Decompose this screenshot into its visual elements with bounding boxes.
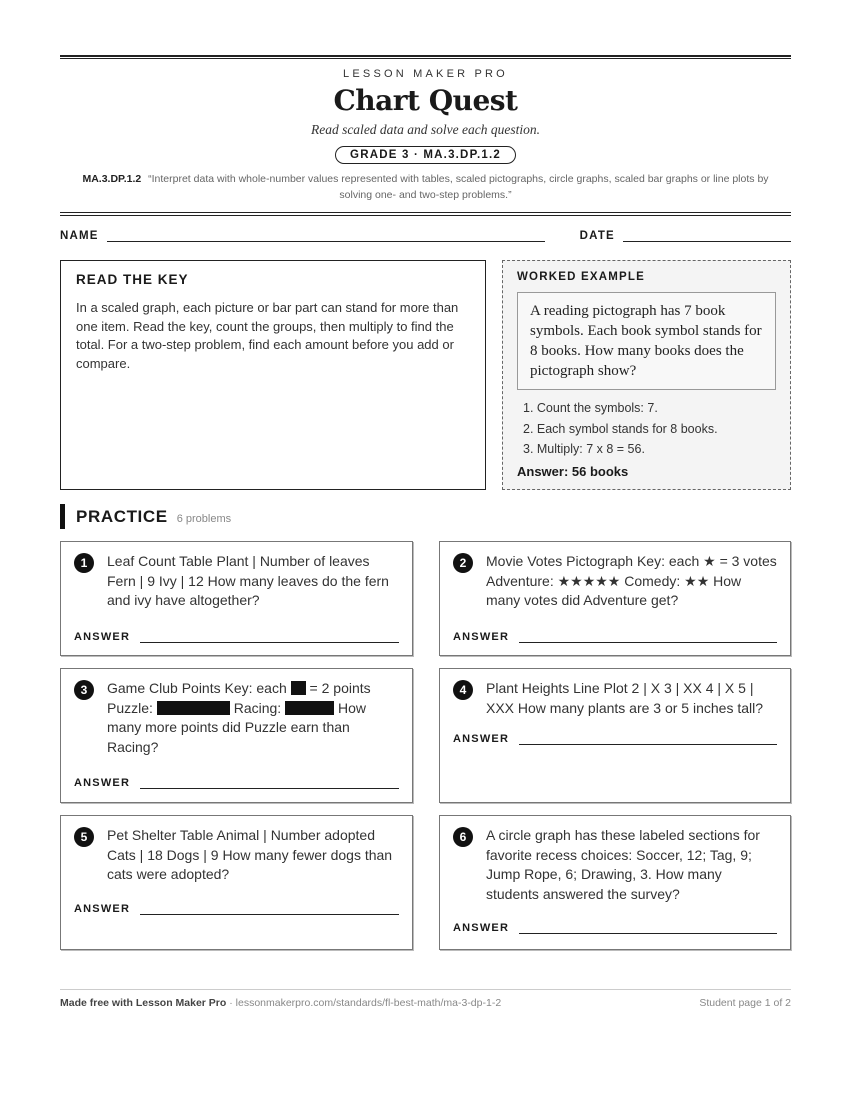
problem-card-3 — [60, 668, 413, 803]
read-the-key-box — [60, 260, 486, 490]
problem-text: Movie Votes Pictograph Key: each ★ = 3 votes Adventure: ★★★★★ Comedy: ★★ How many votes did Adventure get? — [486, 553, 777, 608]
problem-text — [107, 679, 399, 757]
worked-example-box — [502, 260, 791, 490]
problem-text: Pet Shelter Table Animal | Number adopted Cats | 18 Dogs | 9 How many fewer dogs than cats were adopted? — [107, 827, 393, 882]
example-step: 1. Count the symbols: 7. — [523, 401, 658, 415]
problem-card-2 — [439, 541, 791, 656]
key-text: In a scaled graph, each picture or bar part can stand for more than one item. Read the key, count the groups, then multiply to find the total. For a two-step problem, find each amount before you add or compare. — [76, 300, 459, 371]
problem-number: 3 — [74, 680, 94, 700]
practice-count: 6 problems — [176, 513, 232, 525]
answer-label: ANSWER — [74, 777, 131, 789]
bar-block — [157, 701, 230, 715]
problem-card-1 — [60, 541, 413, 656]
problem-text: A circle graph has these labeled sections for favorite recess choices: Soccer, 12; Tag, 9; Jump Rope, 6; Drawing, 3. How many students answered the survey? — [486, 827, 760, 902]
problem-text-part: How many more points did Puzzle earn than Racing? — [107, 699, 366, 755]
problem-card-6 — [439, 815, 791, 950]
answer-row — [74, 631, 399, 643]
practice-heading — [60, 504, 791, 529]
practice-title: PRACTICE — [76, 507, 168, 526]
answer-row — [74, 777, 399, 789]
footer-url: · lessonmakerpro.com/standards/fl-best-math/ma-3-dp-1-2 — [226, 997, 502, 1009]
problem-text: Leaf Count Table Plant | Number of leaves Fern | 9 Ivy | 12 How many leaves do the fern and ivy have altogether? — [107, 553, 389, 608]
example-steps — [517, 398, 776, 460]
problem-number: 5 — [74, 827, 94, 847]
worksheet-page — [60, 55, 791, 950]
puzzle-bar — [157, 700, 230, 716]
answer-row — [453, 733, 777, 745]
answer-row — [453, 922, 777, 934]
answer-field[interactable] — [140, 633, 399, 643]
grade-badge: GRADE 3 · MA.3.DP.1.2 — [335, 146, 516, 164]
answer-label: ANSWER — [74, 630, 131, 643]
footer-page-number: Student page 1 of 2 — [699, 997, 791, 1009]
answer-label: ANSWER — [453, 733, 510, 745]
answer-field[interactable] — [519, 924, 777, 934]
bar-block — [285, 701, 334, 715]
name-date-row — [60, 230, 791, 242]
example-step: 3. Multiply: 7 x 8 = 56. — [523, 442, 645, 456]
problem-card-4 — [439, 668, 791, 803]
bar-block — [291, 681, 306, 695]
answer-field[interactable] — [519, 633, 777, 643]
date-label: DATE — [579, 230, 615, 242]
date-field[interactable] — [623, 230, 791, 242]
top-rule — [60, 55, 791, 59]
standard-text: “Interpret data with whole-number values represented with tables, scaled pictographs, circle graphs, scaled bar graphs or line plots by solving one- and two-step problems.” — [148, 173, 769, 201]
footer-made-with: Made free with Lesson Maker Pro — [60, 997, 227, 1009]
key-bar-block — [291, 680, 306, 696]
example-problem: A reading pictograph has 7 book symbols. Each book symbol stands for 8 books. How many books does the pictograph show? — [517, 292, 776, 390]
answer-field[interactable] — [140, 905, 399, 915]
problem-number: 6 — [453, 827, 473, 847]
brand-label: LESSON MAKER PRO — [343, 68, 508, 80]
answer-field[interactable] — [140, 779, 399, 789]
example-answer: Answer: 56 books — [517, 463, 629, 479]
problem-number: 1 — [74, 553, 94, 573]
answer-label: ANSWER — [453, 630, 510, 643]
answer-label: ANSWER — [74, 902, 131, 915]
page-footer — [60, 989, 791, 1009]
problem-text-part: Racing: — [233, 699, 282, 716]
problem-number: 2 — [453, 553, 473, 573]
problem-card-5 — [60, 815, 413, 950]
problem-number: 4 — [453, 680, 473, 700]
header-bottom-rule — [60, 212, 791, 216]
footer-credit — [60, 997, 501, 1009]
answer-row — [453, 631, 777, 643]
racing-bar — [285, 700, 334, 716]
practice-grid — [60, 541, 791, 950]
answer-row — [74, 903, 399, 915]
problem-text-part: Game Club Points Key: each — [107, 680, 287, 696]
answer-label: ANSWER — [453, 922, 510, 934]
problem-text: Plant Heights Line Plot 2 | X 3 | XX 4 | X 5 | XXX How many plants are 3 or 5 inches tall? — [486, 680, 764, 716]
grade-badge-wrap — [60, 145, 791, 164]
example-heading: WORKED EXAMPLE — [517, 271, 645, 283]
example-step: 2. Each symbol stands for 8 books. — [523, 421, 718, 436]
intro-section — [60, 260, 791, 490]
name-field[interactable] — [107, 230, 545, 242]
answer-field[interactable] — [519, 735, 777, 745]
standard-code: MA.3.DP.1.2 — [82, 173, 142, 185]
problem-text-part: = 2 points Puzzle: — [107, 680, 371, 716]
name-label: NAME — [60, 230, 99, 242]
page-subtitle: Read scaled data and solve each question. — [310, 122, 541, 137]
page-title: Chart Quest — [333, 84, 518, 117]
key-heading: READ THE KEY — [76, 272, 189, 287]
standard-description — [60, 171, 791, 203]
